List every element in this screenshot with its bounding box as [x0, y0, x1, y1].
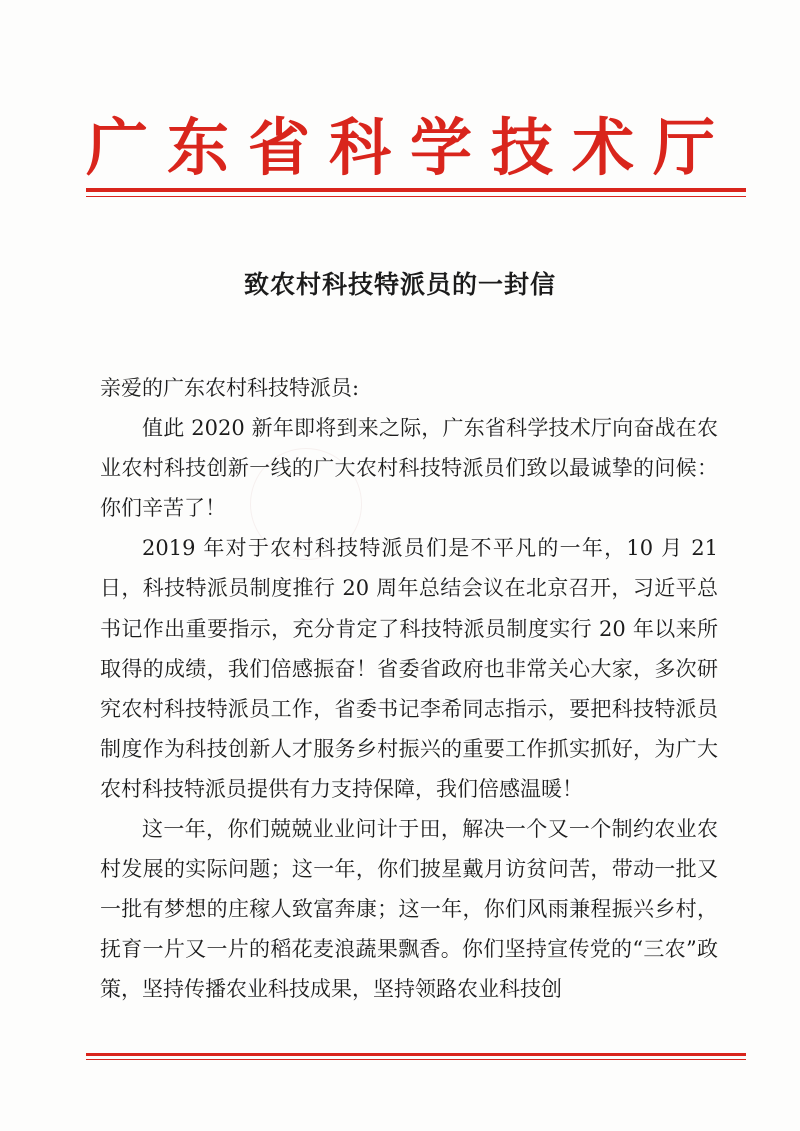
letter-paragraph-2: 2019 年对于农村科技特派员们是不平凡的一年，10 月 21 日，科技特派员制度推行 20 周年总结会议在北京召开，习近平总书记作出重要指示，充分肯定了科技特派员制度实行 20 年以来所取得的成绩，我们倍感振奋！省委省政府也非常关心大家，多次研究农村科技特派员工作，省委书记李希同志指示，要把科技特派员制度作为科技创新人才服务乡村振兴的重要工作抓实抓好，为广大农村科技特派员提供有力支持保障，我们倍感温暖！	[100, 536, 718, 801]
letter-body	[100, 368, 718, 1010]
footer-rule-thick	[86, 1053, 746, 1056]
letter-title: 致农村科技特派员的一封信	[243, 270, 556, 299]
masthead-rule-thin	[86, 196, 746, 197]
masthead-org-name: 广东省科学技术厅	[86, 111, 735, 184]
letter-paragraph-1: 值此 2020 新年即将到来之际，广东省科学技术厅向奋战在农业农村科技创新一线的广大农村科技特派员们致以最诚挚的问候：你们辛苦了！	[100, 416, 718, 521]
masthead-rule-thick	[86, 188, 746, 192]
footer-rule-thin	[86, 1059, 746, 1060]
letter-paragraph-3: 这一年，你们兢兢业业问计于田，解决一个又一个制约农业农村发展的实际问题；这一年，你们披星戴月访贫问苦，带动一批又一批有梦想的庄稼人致富奔康；这一年，你们风雨兼程振兴乡村，抚育一片又一片的稻花麦浪蔬果飘香。你们坚持宣传党的“三农”政策，坚持传播农业科技成果，坚持领路农业科技创	[100, 817, 718, 1002]
letter-salutation: 亲爱的广东农村科技特派员:	[100, 376, 360, 400]
